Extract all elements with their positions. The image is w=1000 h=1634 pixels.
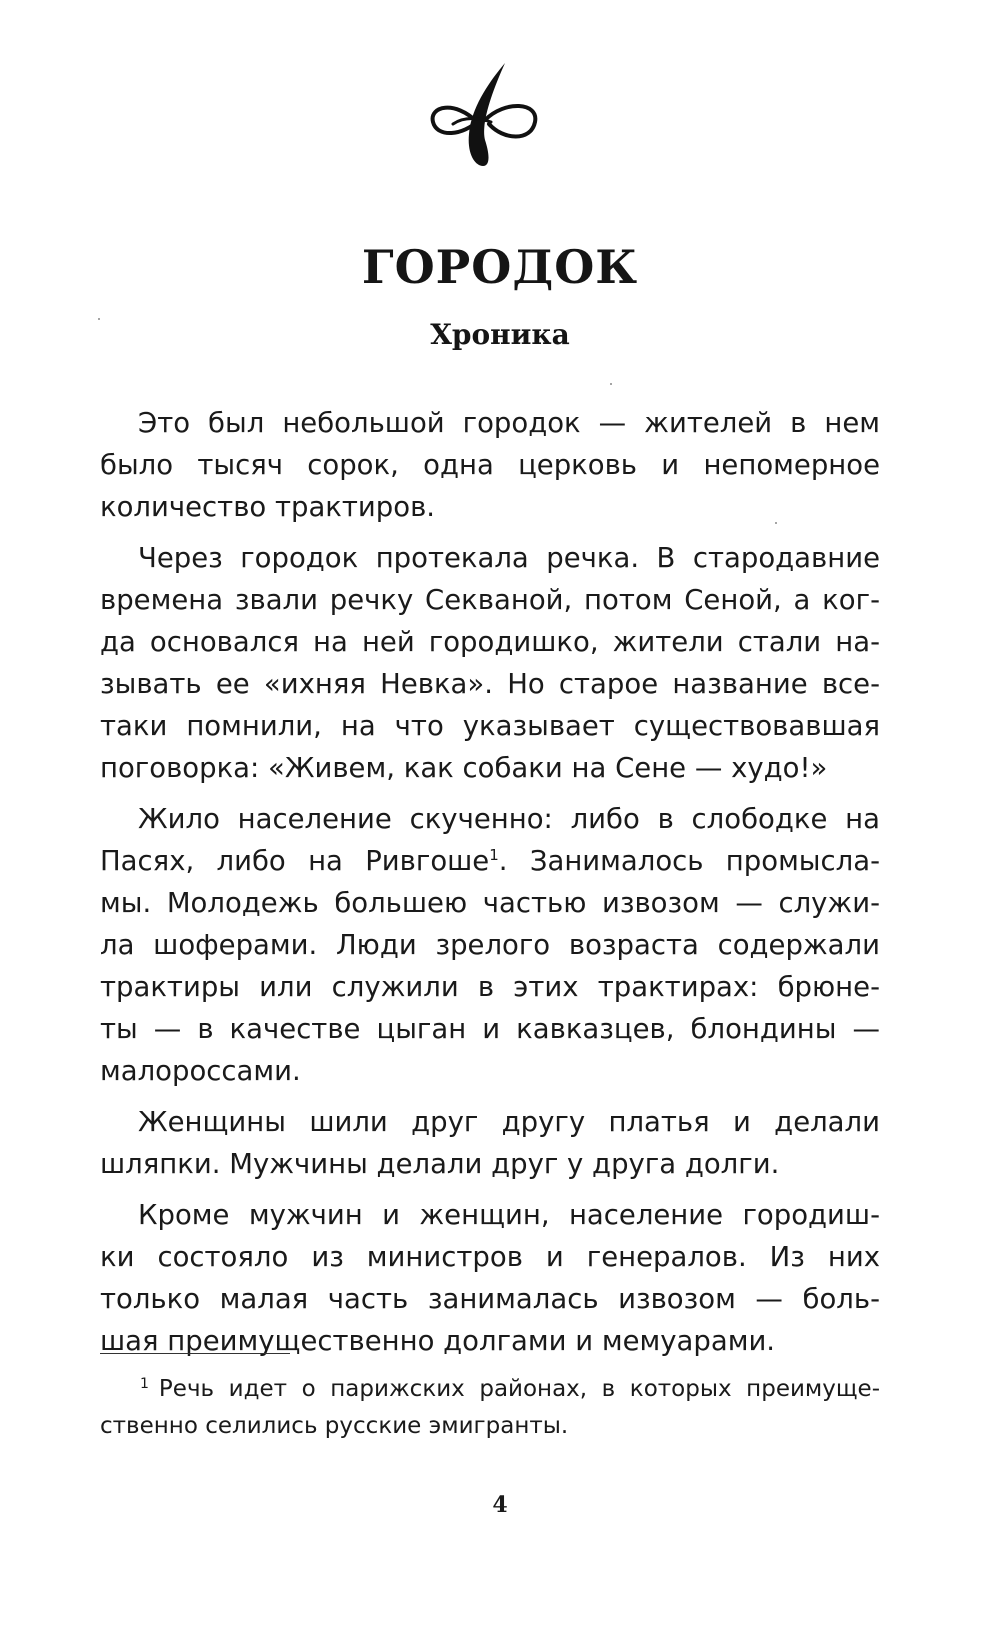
text-line: Это был небольшой городок — жителей в нем bbox=[138, 407, 880, 439]
text-line: мы. Молодежь большею частью извозом — служи- bbox=[100, 887, 880, 919]
text-line: да основался на ней городишко, жители стали на- bbox=[100, 626, 880, 658]
text-line-with-footnote bbox=[100, 840, 880, 882]
text-fragment: . Занималось промысла- bbox=[498, 845, 880, 877]
footnote-text: Речь идет о парижских районах, в которых преимуще- bbox=[158, 1376, 880, 1402]
text-line: времена звали речку Секваной, потом Сеной, а ког- bbox=[100, 584, 880, 616]
text-line: Через городок протекала речка. В стародавние bbox=[138, 542, 880, 574]
text-line: Кроме мужчин и женщин, население городиш- bbox=[138, 1199, 880, 1231]
text-line: поговорка: «Живем, как собаки на Сене — худо!» bbox=[100, 752, 828, 784]
text-line: трактиры или служили в этих трактирах: брюне- bbox=[100, 971, 880, 1003]
chapter-subtitle: Хроника bbox=[430, 318, 570, 351]
body-text bbox=[100, 402, 880, 1362]
calligraphic-flourish-icon bbox=[425, 60, 550, 180]
footnote bbox=[100, 1372, 880, 1443]
footnote-divider bbox=[100, 1353, 290, 1354]
footnote-line: ственно селились русские эмигранты. bbox=[100, 1413, 569, 1439]
text-line: ты — в качестве цыган и кавказцев, блондины — bbox=[100, 1013, 880, 1045]
paragraph bbox=[100, 1101, 880, 1185]
text-line: ла шоферами. Люди зрелого возраста содержали bbox=[100, 929, 880, 961]
text-line: шая преимущественно долгами и мемуарами. bbox=[100, 1325, 776, 1357]
footnote-line bbox=[100, 1372, 880, 1409]
footnote-reference[interactable]: 1 bbox=[489, 846, 499, 864]
paragraph bbox=[100, 402, 880, 528]
text-line: было тысяч сорок, одна церковь и непомерное bbox=[100, 449, 880, 481]
text-line: шляпки. Мужчины делали друг у друга долги. bbox=[100, 1148, 780, 1180]
paragraph bbox=[100, 1194, 880, 1362]
page-number: 4 bbox=[492, 1492, 508, 1518]
text-line: таки помнили, на что указывает существовавшая bbox=[100, 710, 880, 742]
text-line: количество трактиров. bbox=[100, 491, 436, 523]
footnote-marker: 1 bbox=[140, 1376, 149, 1392]
chapter-title: ГОРОДОК bbox=[361, 240, 639, 294]
text-line: Жило население скученно: либо в слободке на bbox=[138, 803, 880, 835]
text-line: только малая часть занималась извозом — боль- bbox=[100, 1283, 880, 1315]
text-line: зывать ее «ихняя Невка». Но старое название все- bbox=[100, 668, 880, 700]
text-line: малороссами. bbox=[100, 1055, 301, 1087]
paragraph bbox=[100, 798, 880, 1092]
text-line: ки состояло из министров и генералов. Из них bbox=[100, 1241, 880, 1273]
text-line: Женщины шили друг другу платья и делали bbox=[138, 1106, 880, 1138]
text-fragment: Пасях, либо на Ривгоше bbox=[100, 845, 490, 877]
paragraph bbox=[100, 537, 880, 789]
